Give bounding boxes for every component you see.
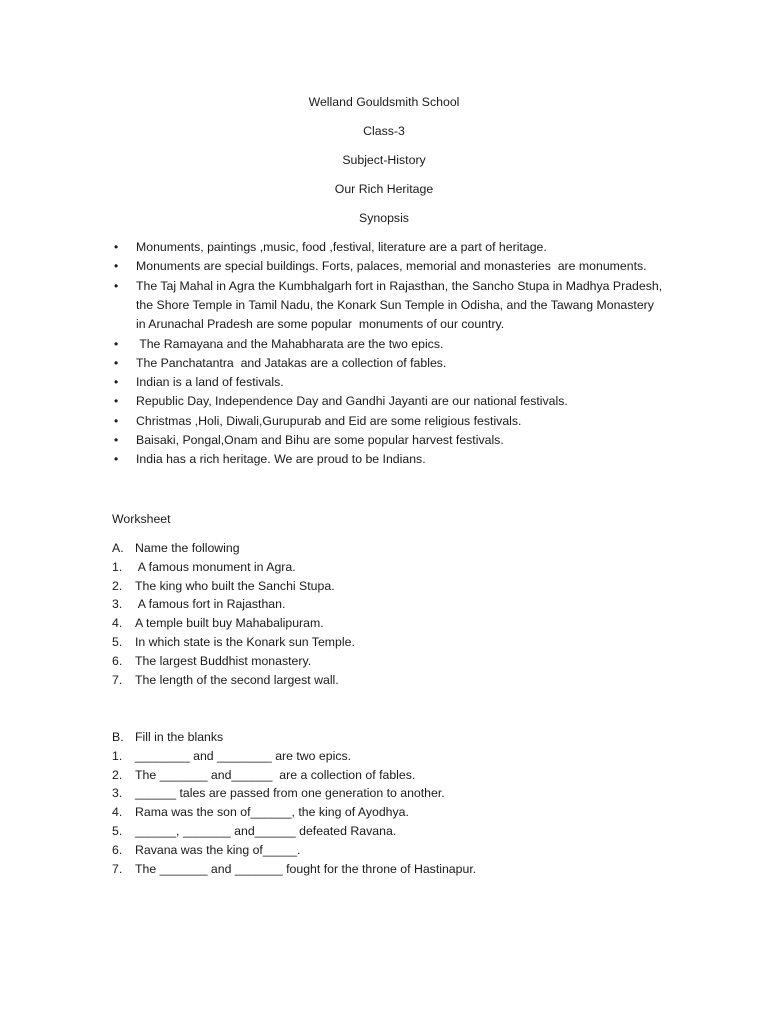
section-title: Synopsis [359,211,409,225]
bullet-icon: • [114,259,119,274]
section-heading: Name the following [135,541,240,555]
question-text: The largest Buddhist monastery. [135,653,312,668]
question-number: 1. [112,559,123,574]
synopsis-item: in Arunachal Pradesh are some popular monuments of our country. [136,317,505,332]
question-text: Ravana was the king of_____. [135,842,301,857]
question-number: 6. [112,842,123,857]
synopsis-item: Republic Day, Independence Day and Gandhi Jayanti are our national festivals. [136,394,568,409]
bullet-icon: • [114,452,119,467]
synopsis-item: Indian is a land of festivals. [136,375,284,390]
section-marker: B. [112,730,124,744]
synopsis-item: India has a rich heritage. We are proud to be Indians. [136,452,426,467]
question-number: 7. [112,672,123,687]
bullet-icon: • [114,394,119,409]
question-text: In which state is the Konark sun Temple. [135,635,355,649]
question-number: 3. [112,786,123,801]
question-text: Rama was the son of______, the king of Ayodhya. [135,805,409,820]
question-number: 3. [112,597,123,612]
bullet-icon: • [114,278,119,293]
section-marker: A. [112,541,124,555]
synopsis-item: Baisaki, Pongal,Onam and Bihu are some popular harvest festivals. [136,433,504,447]
question-number: 2. [112,767,123,782]
class-label: Class-3 [363,124,405,138]
question-text: The king who built the Sanchi Stupa. [135,578,335,593]
question-text: ______ tales are passed from one generation to another. [135,786,445,801]
worksheet-title: Worksheet [112,512,171,526]
bullet-icon: • [114,413,119,428]
section-heading: Fill in the blanks [135,730,224,744]
bullet-icon: • [114,355,119,370]
question-number: 2. [112,578,123,593]
question-text: A famous fort in Rajasthan. [135,597,286,612]
question-number: 5. [112,824,123,838]
synopsis-item: the Shore Temple in Tamil Nadu, the Konark Sun Temple in Odisha, and the Tawang Monastery [136,297,654,312]
school-name: Welland Gouldsmith School [308,95,460,109]
bullet-icon: • [114,433,119,447]
synopsis-item: Monuments are special buildings. Forts, palaces, memorial and monasteries are monuments. [136,259,647,274]
question-text: A temple built buy Mahabalipuram. [135,616,324,631]
bullet-icon: • [114,336,119,351]
synopsis-item: Monuments, paintings ,music, food ,festival, literature are a part of heritage. [136,240,547,254]
question-number: 5. [112,635,123,649]
question-number: 7. [112,861,123,876]
question-text: ______, _______ and______ defeated Ravana. [135,824,397,838]
question-number: 6. [112,653,123,668]
bullet-icon: • [114,375,119,390]
question-number: 4. [112,805,123,820]
subject-label: Subject-History [342,153,426,167]
question-number: 4. [112,616,123,631]
question-text: The length of the second largest wall. [135,672,339,687]
question-text: ________ and ________ are two epics. [135,748,352,763]
synopsis-item: The Taj Mahal in Agra the Kumbhalgarh fort in Rajasthan, the Sancho Stupa in Madhya Pradesh, [136,278,663,293]
question-number: 1. [112,748,123,763]
question-text: The _______ and______ are a collection of fables. [135,767,416,782]
question-text: The _______ and _______ fought for the throne of Hastinapur. [135,861,477,876]
synopsis-item: Christmas ,Holi, Diwali,Gurupurab and Eid are some religious festivals. [136,413,522,428]
question-text: A famous monument in Agra. [135,559,296,574]
synopsis-item: The Panchatantra and Jatakas are a collection of fables. [136,355,447,370]
chapter-title: Our Rich Heritage [334,182,434,196]
synopsis-item: The Ramayana and the Mahabharata are the two epics. [136,336,444,351]
bullet-icon: • [114,240,119,254]
